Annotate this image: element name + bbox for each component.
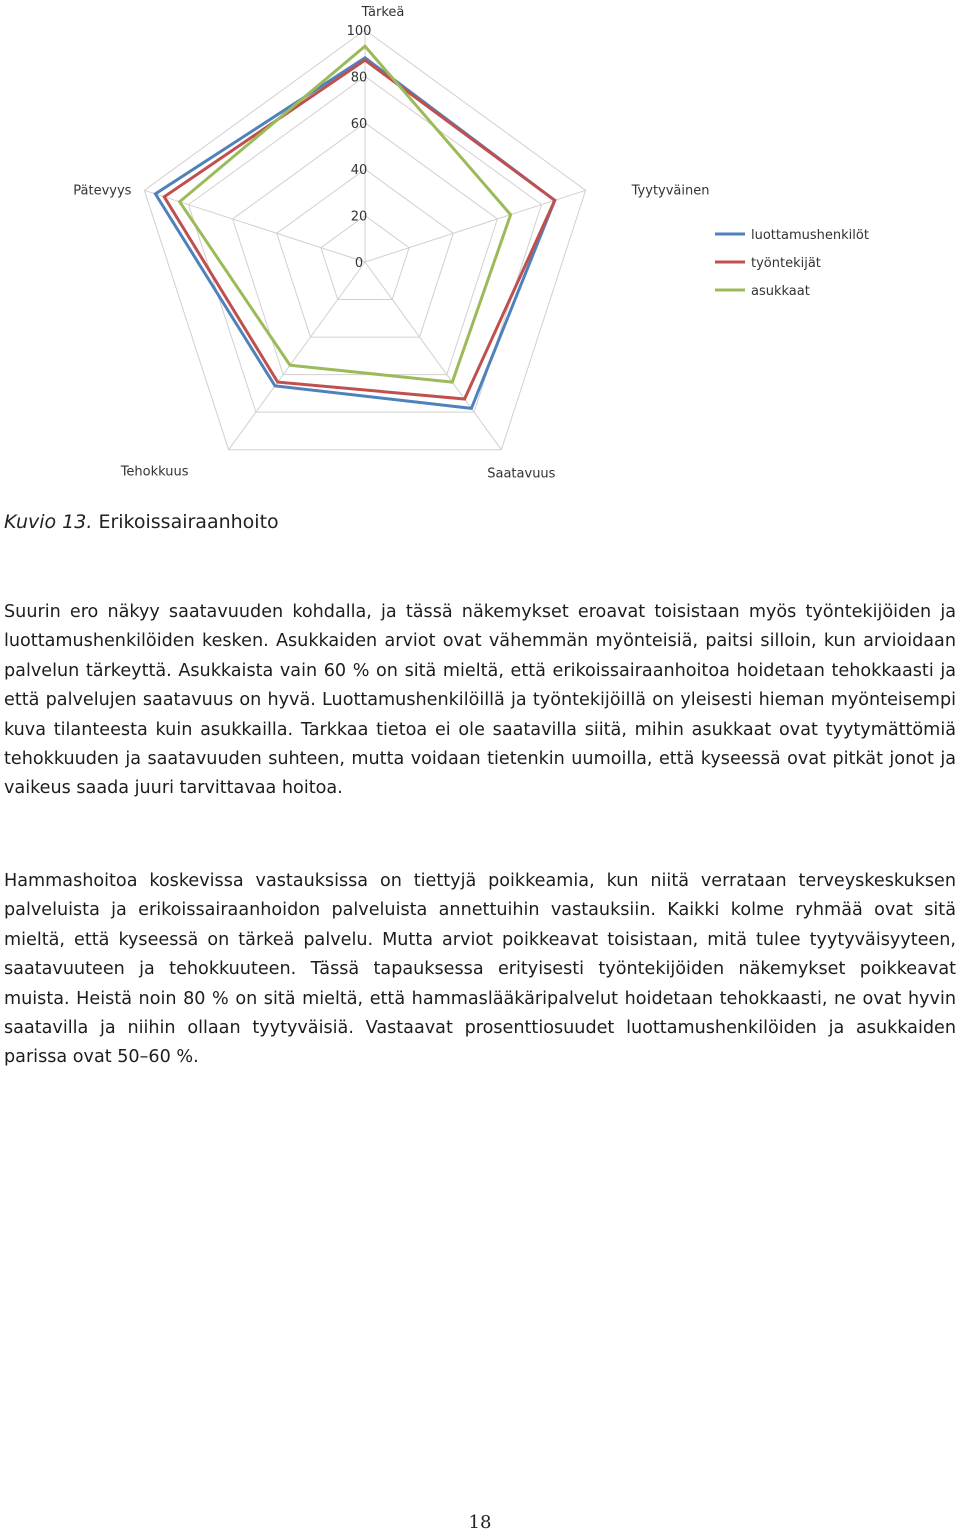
radar-chart (0, 0, 960, 480)
caption-label: Kuvio 13. (4, 511, 93, 533)
grid-spoke (144, 190, 365, 262)
body-paragraph-1: Suurin ero näkyy saatavuuden kohdalla, ja tässä näkemykset eroavat toisistaan myös työntekijöiden ja luottamushenkilöiden kesken. Asukkaiden arviot ovat vähemmän myönteisiä, paitsi silloin, kun arvioidaan palvelun tärkeyttä. Asukkaista vain 60 % on sitä mieltä, että erikoissairaanhoitoa hoidetaan tehokkaasti ja että palvelujen saatavuus on hyvä. Luottamushenkilöillä ja työntekijöillä on yleisesti hieman myönteisempi kuva tilanteesta kuin asukkailla. Tarkkaa tietoa ei ole saatavilla siitä, mihin asukkaat ovat tyytymättömiä tehokkuuden ja saatavuuden suhteen, mutta voidaan tietenkin uumoilla, että kyseessä ovat pitkät jonot ja vaikeus saada juuri tarvittavaa hoitoa. (4, 602, 956, 799)
chart-legend (715, 228, 869, 299)
figure-caption (4, 511, 279, 533)
legend-label: työntekijät (751, 256, 821, 271)
axis-label: Tyytyväinen (631, 183, 710, 199)
grid-spoke (365, 262, 501, 450)
axis-label: Saatavuus (487, 466, 556, 480)
grid-spoke (229, 262, 365, 450)
scale-tick-label: 40 (350, 163, 368, 179)
legend-label: luottamushenkilöt (751, 228, 869, 243)
radar-grid (144, 30, 585, 450)
axis-label: Tärkeä (361, 5, 405, 20)
scale-tick-label: 60 (350, 116, 368, 132)
body-paragraph-2: Hammashoitoa koskevissa vastauksissa on tiettyjä poikkeamia, kun niitä verrataan terveyskeskuksen palveluista ja erikoissairaanhoidon palveluista annettuihin vastauksiin. Kaikki kolme ryhmää ovat sitä mieltä, että kyseessä on tärkeä palvelu. Mutta arviot poikkeavat toisistaan, mitä tulee tyytyväisyyteen, saatavuuteen ja tehokkuuteen. Tässä tapauksessa erityisesti työntekijöiden näkemykset poikkeavat muista. Heistä noin 80 % on sitä mieltä, että hammaslääkäripalvelut hoidetaan tehokkaasti, ne ovat hyvin saatavilla ja niihin ollaan tyytyväisiä. Vastaavat prosenttiosuudet luottamushenkilöiden ja asukkaiden parissa ovat 50–60 %. (4, 871, 956, 1068)
legend-label: asukkaat (751, 284, 810, 299)
grid-spoke (365, 190, 586, 262)
axis-label: Tehokkuus (120, 464, 189, 480)
scale-tick-label: 20 (350, 209, 368, 225)
axis-label: Pätevyys (73, 183, 132, 199)
scale-tick-label: 0 (354, 256, 364, 271)
scale-tick-label: 100 (346, 24, 372, 39)
series-line-1 (155, 58, 554, 409)
scale-tick-label: 80 (350, 70, 368, 86)
caption-text: Erikoissairaanhoito (92, 511, 279, 533)
page-number: 18 (468, 1512, 492, 1533)
